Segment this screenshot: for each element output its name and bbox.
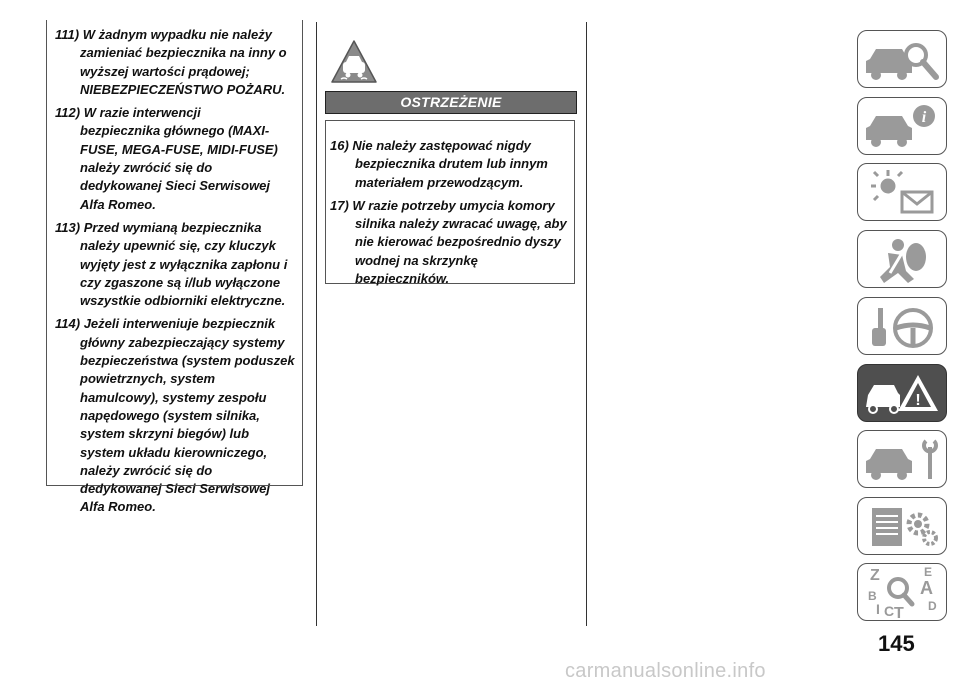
note-line: wodnej na skrzynkę <box>355 252 478 268</box>
note-line: wyższej wartości prądowej; <box>80 63 250 79</box>
watermark-text: carmanualsonline.info <box>565 660 766 682</box>
note-item <box>55 26 302 99</box>
svg-text:D: D <box>928 599 937 613</box>
svg-text:!: ! <box>915 392 921 409</box>
note-line: zamieniać bezpiecznika na inny o <box>80 45 287 61</box>
note-line: należy zwrócić się do <box>80 462 213 478</box>
note-item <box>330 137 574 192</box>
tab-servicing-care[interactable] <box>857 430 947 488</box>
note-line: dedykowanej Sieci Serwisowej <box>80 178 271 194</box>
note-line: wszystkie odbiorniki elektryczne. <box>80 293 286 309</box>
tab-in-an-emergency[interactable] <box>857 364 947 422</box>
note-line: bezpieczników. <box>355 271 450 287</box>
svg-text:A: A <box>920 578 933 598</box>
note-line: napędowego (system silnika, <box>80 407 260 423</box>
column-divider-left <box>316 22 317 626</box>
left-notes-box <box>46 20 303 515</box>
note-first-line: Jeżeli interweniuje bezpiecznik <box>83 316 276 332</box>
note-line: hamulcowy), systemy zespołu <box>80 389 267 405</box>
note-line: system układu kierowniczego, <box>80 444 268 460</box>
note-line: Alfa Romeo. <box>80 196 156 212</box>
note-item <box>55 219 302 310</box>
tab-dashboard-knowledge[interactable] <box>857 30 947 88</box>
note-line: dedykowanej Sieci Serwisowej <box>80 481 271 497</box>
note-line: wyjęty jest z wyłącznika zapłonu i <box>80 256 288 272</box>
note-line: materiałem przewodzącym. <box>355 174 524 190</box>
note-number: 114) <box>55 316 81 332</box>
note-number: 16) <box>330 138 349 153</box>
tab-safety-info[interactable] <box>857 97 947 155</box>
warning-list <box>330 137 574 288</box>
note-line: bezpiecznika głównego (MAXI- <box>80 123 270 139</box>
note-item <box>55 104 302 214</box>
svg-text:i: i <box>921 109 927 126</box>
warning-car-icon <box>330 38 378 86</box>
svg-text:Z: Z <box>870 567 880 584</box>
tab-technical-data[interactable] <box>857 497 947 555</box>
svg-text:I: I <box>876 601 880 617</box>
note-line: czy zgaszone są i/lub wyłączone <box>80 274 281 290</box>
svg-text:T: T <box>894 605 904 622</box>
note-line: NIEBEZPIECZEŃSTWO POŻARU. <box>80 81 286 97</box>
note-line: bezpieczeństwa (system poduszek <box>80 353 295 369</box>
note-line: powietrznych, system <box>80 371 216 387</box>
page-number: 145 <box>878 631 915 656</box>
note-line: nie kierować bezpośrednio dyszy <box>355 234 561 250</box>
note-line: należy zwrócić się do <box>80 160 213 176</box>
note-item <box>330 197 574 288</box>
warning-box <box>325 120 575 287</box>
note-first-line: W żadnym wypadku nie należy <box>82 27 272 42</box>
note-line: FUSE, MEGA-FUSE, MIDI-FUSE) <box>80 141 278 157</box>
note-first-line: Nie należy zastępować nigdy <box>352 138 531 153</box>
tab-index[interactable] <box>857 563 947 621</box>
note-line: silnika należy zwracać uwagę, aby <box>355 216 567 232</box>
note-line: główny zabezpieczający systemy <box>80 334 285 350</box>
note-item <box>55 315 302 516</box>
note-line: bezpiecznika drutem lub innym <box>355 156 548 172</box>
tab-safety-airbag[interactable] <box>857 230 947 288</box>
left-notes-list <box>55 26 302 517</box>
note-first-line: W razie interwencji <box>83 105 201 121</box>
note-number: 17) <box>330 197 349 213</box>
note-line: Alfa Romeo. <box>80 499 156 515</box>
note-line: system skrzyni biegów) lub <box>80 426 250 442</box>
note-line: należy upewnić się, czy kluczyk <box>80 238 276 254</box>
note-number: 113) <box>55 219 81 235</box>
tab-warning-lights[interactable] <box>857 163 947 221</box>
warning-header: OSTRZEŻENIE <box>325 91 577 114</box>
tab-starting-driving[interactable] <box>857 297 947 355</box>
note-number: 111) <box>55 27 80 42</box>
svg-text:B: B <box>868 589 877 603</box>
svg-text:E: E <box>924 565 933 579</box>
note-first-line: W razie potrzeby umycia komory <box>352 197 555 213</box>
svg-text:C: C <box>884 603 895 619</box>
column-divider-right <box>586 22 587 626</box>
note-number: 112) <box>55 105 81 121</box>
note-first-line: Przed wymianą bezpiecznika <box>83 219 262 235</box>
